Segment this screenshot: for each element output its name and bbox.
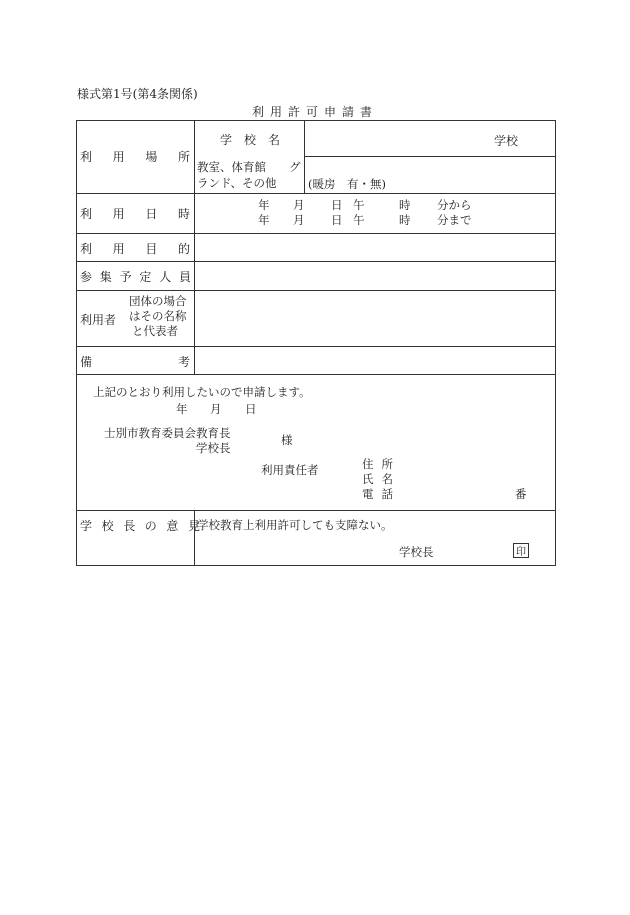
label-char: 利	[80, 150, 93, 164]
label-char: 用	[112, 150, 125, 164]
responsible-person-label: 利用責任者	[261, 463, 319, 477]
school-name-label: 学校名	[220, 133, 293, 147]
label-char: 備	[80, 355, 93, 369]
place-label	[80, 148, 190, 165]
label-char: 日	[145, 207, 158, 221]
label-char: 所	[177, 150, 190, 164]
principal-opinion-label: 学校長の意見	[80, 519, 210, 533]
school-suffix: 学校	[494, 134, 519, 148]
phone-suffix: 番	[515, 487, 527, 501]
addressee-line2: 学校長	[196, 441, 231, 455]
name-label: 氏名	[362, 472, 401, 486]
addressee-line1: 士別市教育委員会教育長	[104, 426, 231, 440]
label-char: 考	[177, 355, 190, 369]
page-title: 利用許可申請書	[252, 105, 379, 119]
address-label: 住所	[362, 457, 401, 471]
purpose-label	[80, 240, 190, 257]
honorific: 様	[281, 433, 293, 447]
principal-signature-label: 学校長	[399, 545, 434, 559]
label-char: 時	[177, 207, 190, 221]
form-number: 様式第1号(第4条関係)	[77, 87, 198, 101]
user-label: 利用者	[80, 313, 117, 327]
phone-label: 電話	[362, 487, 401, 501]
label-char: 的	[177, 242, 190, 256]
label-char: 場	[145, 150, 158, 164]
seal-mark: 印	[513, 543, 529, 558]
application-statement: 上記のとおり利用したいので申請します。	[93, 385, 311, 399]
remarks-label	[80, 353, 190, 370]
datetime-label	[80, 205, 190, 222]
label-char: 利	[80, 207, 93, 221]
heating-option: (暖房 有・無)	[308, 177, 386, 191]
room-type-label: 教室、体育館 グ ランド、その他	[197, 160, 301, 190]
group-note: 団体の場合 はその名称 と代表者	[129, 294, 187, 338]
label-char: 用	[112, 242, 125, 256]
principal-opinion-text: 学校教育上利用許可しても支障ない。	[197, 518, 393, 532]
participants-label: 参集予定人員	[80, 270, 199, 284]
label-char: 目	[145, 242, 158, 256]
label-char: 用	[112, 207, 125, 221]
label-char: 利	[80, 242, 93, 256]
